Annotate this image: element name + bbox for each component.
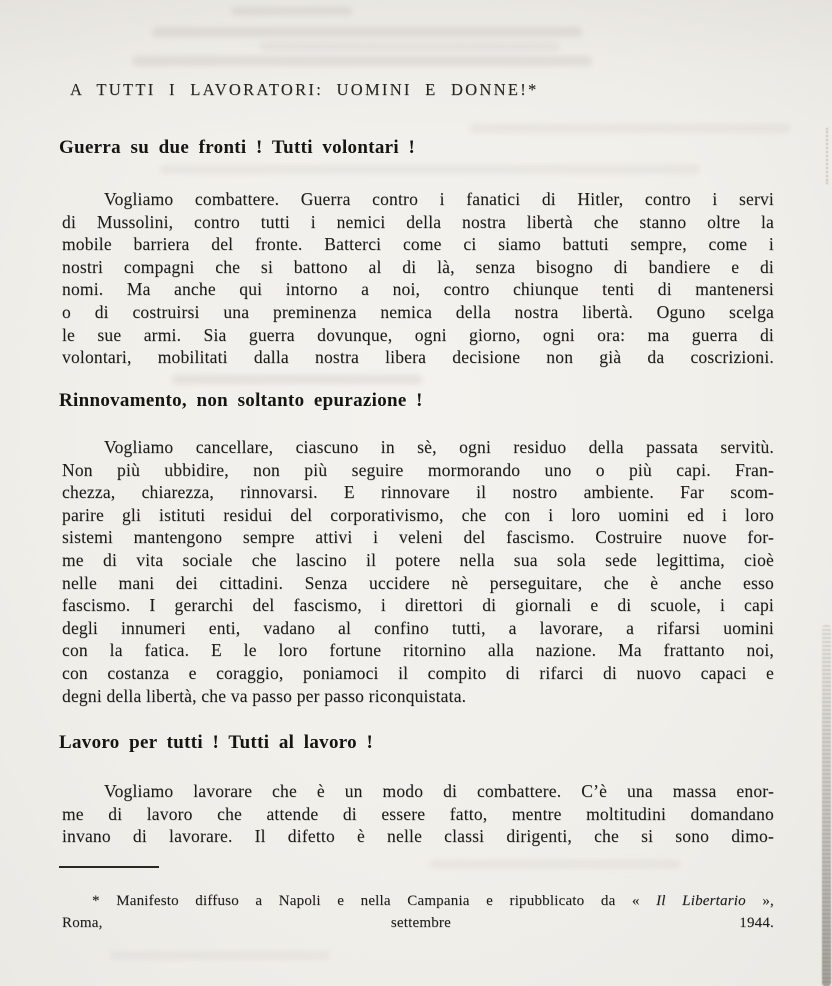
- text-line: o di costruirsi una preminenza nemica della nostra libertà. Oguno scelga: [62, 301, 774, 322]
- text-line: volontari, mobilitati dalla nostra libera decisione non già da coscrizioni.: [62, 347, 774, 368]
- bleedthrough-smudge: [232, 7, 352, 15]
- text-line: sistemi mantengono sempre attivi i veleni del fascismo. Costruire nuove for-: [62, 527, 774, 548]
- section-heading-guerra: Guerra su due fronti ! Tutti volontari !: [59, 137, 416, 158]
- footnote-journal-name: Il Libertario: [656, 893, 746, 909]
- text-line: fascismo. I gerarchi del fascismo, i direttori di giornali e di scuole, i capi: [62, 595, 774, 616]
- text-line: me di vita sociale che lascino il potere nella sua sola sede legittima, cioè: [62, 549, 774, 570]
- text-line: chezza, chiarezza, rinnovarsi. E rinnovare il nostro ambiente. Far scom-: [62, 482, 774, 503]
- footnote: [62, 890, 774, 934]
- text-line: me di lavoro che attende di essere fatto, mentre moltitudini domandano: [62, 803, 774, 824]
- document-title: A TUTTI I LAVORATORI: UOMINI E DONNE!*: [70, 80, 539, 99]
- text-line: mobile barriera del fronte. Batterci come ci siamo battuti sempre, come i: [62, 234, 774, 255]
- bleedthrough-smudge: [260, 42, 560, 51]
- footnote-line: [62, 890, 774, 912]
- text-line: Vogliamo cancellare, ciascuno in sè, ogni residuo della passata servitù.: [104, 437, 774, 457]
- page-edge-shadow: [822, 625, 831, 986]
- text-line: le sue armi. Sia guerra dovunque, ogni giorno, ogni ora: ma guerra di: [62, 324, 774, 345]
- text-line: degni della libertà, che va passo per passo riconquistata.: [62, 685, 467, 706]
- paragraph-lavoro: [62, 780, 774, 848]
- bleedthrough-smudge: [152, 27, 582, 37]
- footnote-line: Roma, settembre 1944.: [62, 915, 774, 931]
- bleedthrough-smudge: [172, 375, 422, 384]
- text-line: parire gli istituti residui del corporativismo, che con i loro uomini ed i loro: [62, 504, 774, 525]
- bleedthrough-smudge: [430, 860, 680, 868]
- paragraph-rinnovamento: [62, 436, 774, 707]
- footnote-text: * Manifesto diffuso a Napoli e nella Campania e ripubblicato da «: [92, 893, 657, 909]
- fold-line: [826, 128, 828, 184]
- text-line: degli innumeri enti, vadano al confino tutti, a lavorare, a rifarsi uomini: [62, 617, 774, 638]
- text-line: invano di lavorare. Il difetto è nelle classi dirigenti, che si sono dimo-: [62, 826, 774, 847]
- paragraph-guerra: [62, 188, 774, 369]
- text-line: nomi. Ma anche qui intorno a noi, contro chiunque tenti di mantenersi: [62, 279, 774, 300]
- bleedthrough-smudge: [132, 56, 592, 66]
- bleedthrough-smudge: [110, 952, 330, 959]
- text-line: Vogliamo lavorare che è un modo di combattere. C’è una massa enor-: [104, 781, 774, 801]
- text-line: nelle mani dei cittadini. Senza uccidere nè perseguitare, che è anche esso: [62, 572, 774, 593]
- text-line: di Mussolini, contro tutti i nemici della nostra libertà che stanno oltre la: [62, 211, 774, 232]
- footnote-text: »,: [745, 893, 774, 909]
- text-line: Non più ubbidire, non più seguire mormorando uno o più capi. Fran-: [62, 459, 774, 480]
- footnote-rule: [59, 866, 159, 868]
- text-line: con la fatica. E le loro fortune ritornino alla nazione. Ma frattanto noi,: [62, 640, 774, 661]
- text-line: con costanza e coraggio, poniamoci il compito di rifarci di nuovo capaci e: [62, 662, 774, 683]
- text-line: nostri compagni che si battono al di là, senza bisogno di bandiere e di: [62, 256, 774, 277]
- section-heading-lavoro: Lavoro per tutti ! Tutti al lavoro !: [59, 732, 374, 753]
- bleedthrough-smudge: [470, 124, 790, 133]
- section-heading-rinnovamento: Rinnovamento, non soltanto epurazione !: [59, 390, 423, 411]
- text-line: Vogliamo combattere. Guerra contro i fanatici di Hitler, contro i servi: [104, 189, 774, 209]
- bleedthrough-smudge: [160, 165, 700, 174]
